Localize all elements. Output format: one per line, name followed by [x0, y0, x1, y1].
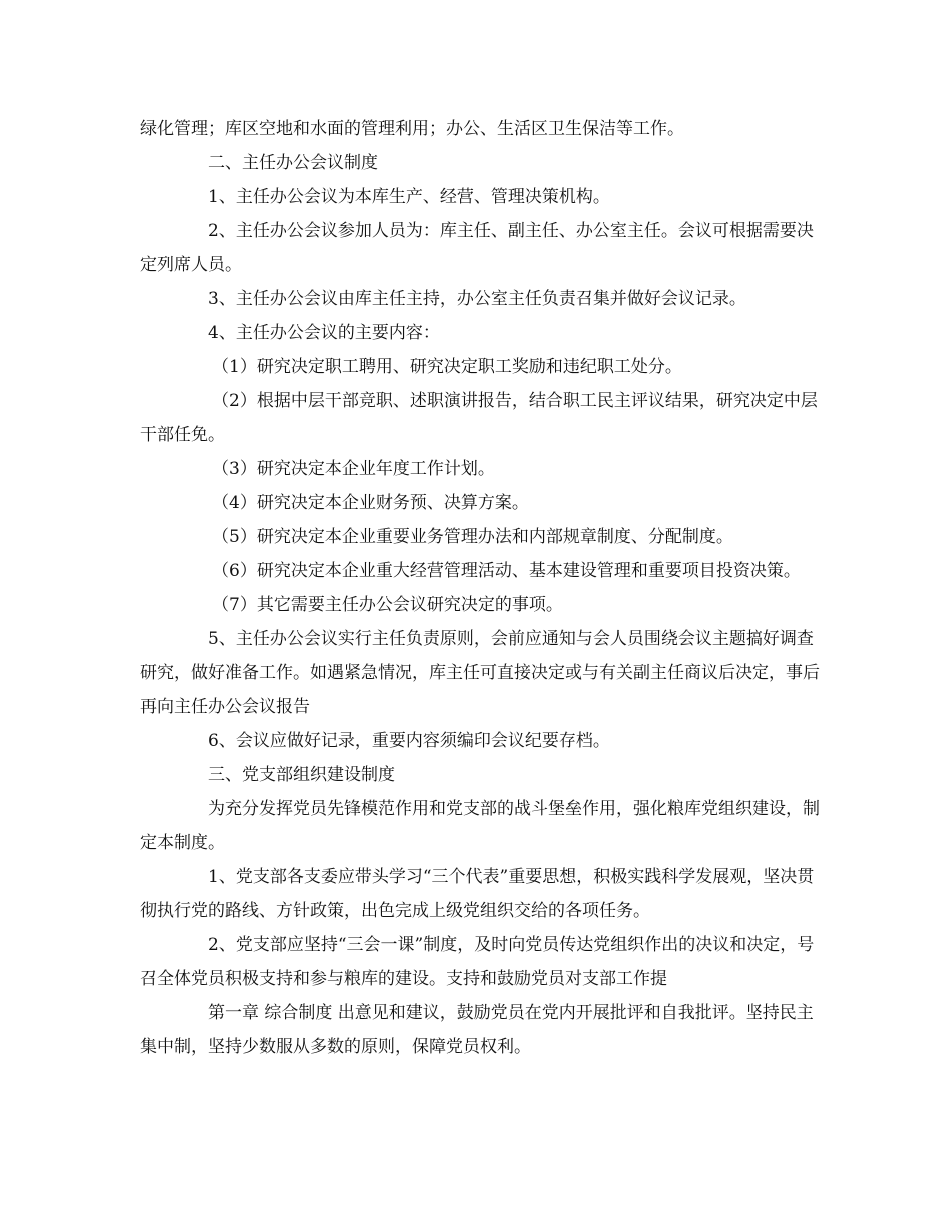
list-item: （1）研究决定职工聘用、研究决定职工奖励和违纪职工处分。 — [212, 357, 682, 377]
paragraph: 绿化管理；库区空地和水面的管理利用；办公、生活区卫生保洁等工作。 — [140, 119, 684, 139]
list-item: （7）其它需要主任办公会议研究决定的事项。 — [212, 595, 563, 615]
section-heading: 三、党支部组织建设制度 — [208, 765, 395, 785]
list-item: （4）研究决定本企业财务预、决算方案。 — [212, 493, 529, 513]
list-item: （6）研究决定本企业重大经营管理活动、基本建设管理和重要项目投资决策。 — [212, 561, 801, 581]
section-heading: 二、主任办公会议制度 — [208, 153, 378, 173]
list-item: （3）研究决定本企业年度工作计划。 — [212, 459, 495, 479]
paragraph: 6、会议应做好记录，重要内容须编印会议纪要存档。 — [208, 731, 610, 751]
paragraph: 第一章 综合制度 出意见和建议，鼓励党员在党内开展批评和自我批评。坚持民主集中制，坚持少数服从多数的原则，保障党员权利。 — [140, 1003, 814, 1057]
document-body — [140, 112, 820, 1064]
paragraph: 5、主任办公会议实行主任负责原则，会前应通知与会人员围绕会议主题搞好调查研究，做好准备工作。如遇紧急情况，库主任可直接决定或与有关副主任商议后决定，事后再向主任办公会议报告 — [140, 629, 820, 717]
paragraph: 1、党支部各支委应带头学习“三个代表”重要思想，积极实践科学发展观，坚决贯彻执行党的路线、方针政策，出色完成上级党组织交给的各项任务。 — [140, 867, 815, 921]
paragraph: 2、党支部应坚持“三会一课”制度，及时向党员传达党组织作出的决议和决定，号召全体党员积极支持和参与粮库的建设。支持和鼓励党员对支部工作提 — [140, 935, 815, 989]
paragraph: 3、主任办公会议由库主任主持，办公室主任负责召集并做好会议记录。 — [208, 289, 746, 309]
paragraph: 4、主任办公会议的主要内容： — [208, 323, 440, 343]
paragraph: 1、主任办公会议为本库生产、经营、管理决策机构。 — [208, 187, 610, 207]
paragraph: 为充分发挥党员先锋模范作用和党支部的战斗堡垒作用，强化粮库党组织建设，制定本制度。 — [140, 799, 820, 853]
list-item: （5）研究决定本企业重要业务管理办法和内部规章制度、分配制度。 — [212, 527, 733, 547]
paragraph: 2、主任办公会议参加人员为：库主任、副主任、办公室主任。会议可根据需要决定列席人员。 — [140, 221, 814, 275]
list-item: （2）根据中层干部竞职、述职演讲报告，结合职工民主评议结果，研究决定中层干部任免。 — [140, 391, 818, 445]
